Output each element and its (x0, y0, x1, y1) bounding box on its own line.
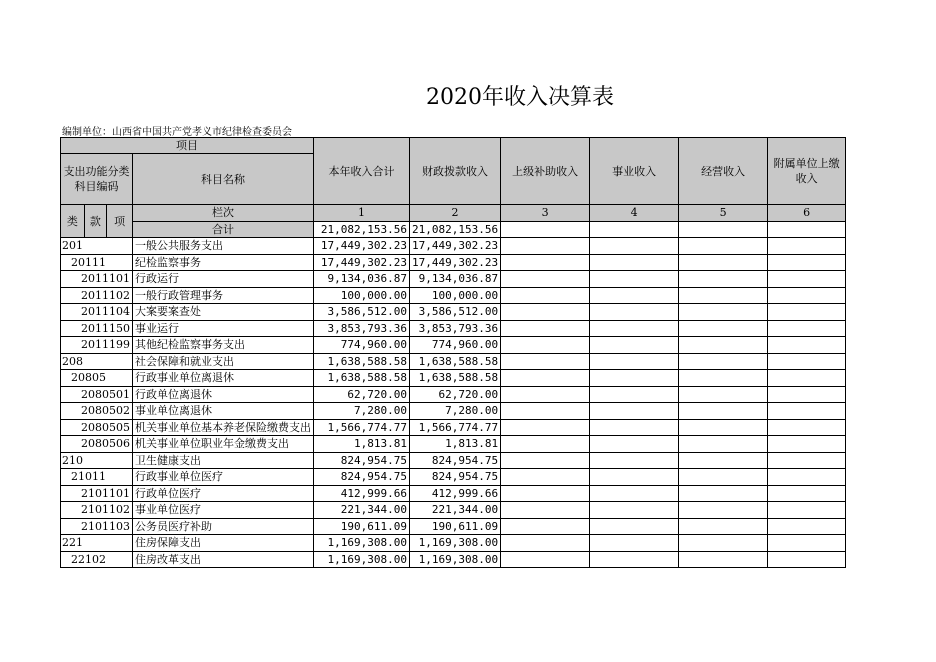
empty-cell (768, 370, 846, 387)
amount-cell: 1,813.81 (314, 436, 410, 453)
empty-cell (501, 436, 590, 453)
empty-cell (768, 452, 846, 469)
empty-cell (590, 403, 679, 420)
empty-cell (590, 518, 679, 535)
empty-cell (679, 502, 768, 519)
total-value: 21,082,153.56 (314, 221, 410, 238)
table-row (61, 370, 846, 387)
subject-code: 2011102 (61, 287, 133, 304)
subject-code: 2080501 (61, 386, 133, 403)
amount-cell: 62,720.00 (314, 386, 410, 403)
subject-code: 2101102 (61, 502, 133, 519)
empty-cell (768, 271, 846, 288)
amount-cell: 221,344.00 (410, 502, 501, 519)
amount-cell: 1,638,588.58 (410, 353, 501, 370)
table-row (61, 353, 846, 370)
empty-cell (679, 370, 768, 387)
empty-cell (768, 535, 846, 552)
subject-name: 卫生健康支出 (133, 452, 314, 469)
empty-cell (501, 535, 590, 552)
subject-name: 一般行政管理事务 (133, 287, 314, 304)
empty-cell (768, 403, 846, 420)
amount-cell: 1,169,308.00 (410, 551, 501, 568)
empty-cell (501, 485, 590, 502)
empty-cell (679, 469, 768, 486)
empty-cell (501, 337, 590, 354)
table-row (61, 320, 846, 337)
table-row (61, 403, 846, 420)
empty-cell (768, 221, 846, 238)
empty-cell (768, 238, 846, 255)
empty-cell (768, 337, 846, 354)
empty-cell (590, 337, 679, 354)
empty-cell (501, 353, 590, 370)
amount-cell: 3,853,793.36 (314, 320, 410, 337)
table-row (61, 386, 846, 403)
amount-cell: 1,169,308.00 (314, 535, 410, 552)
subject-name: 其他纪检监察事务支出 (133, 337, 314, 354)
empty-cell (679, 386, 768, 403)
subject-code: 2011199 (61, 337, 133, 354)
subject-code: 22102 (61, 551, 133, 568)
amount-cell: 190,611.09 (314, 518, 410, 535)
table-row (61, 502, 846, 519)
subject-name: 一般公共服务支出 (133, 238, 314, 255)
subject-name: 大案要案查处 (133, 304, 314, 321)
amount-cell: 824,954.75 (314, 452, 410, 469)
empty-cell (501, 254, 590, 271)
empty-cell (679, 221, 768, 238)
lei-header: 类 (61, 205, 85, 238)
empty-cell (501, 304, 590, 321)
table-row (61, 337, 846, 354)
empty-cell (501, 452, 590, 469)
empty-cell (679, 436, 768, 453)
subject-code: 21011 (61, 469, 133, 486)
subject-code: 2080502 (61, 403, 133, 420)
empty-cell (768, 518, 846, 535)
empty-cell (590, 469, 679, 486)
amount-cell: 9,134,036.87 (314, 271, 410, 288)
amount-cell: 62,720.00 (410, 386, 501, 403)
empty-cell (679, 551, 768, 568)
compiling-unit: 编制单位：山西省中国共产党孝义市纪律检查委员会 (62, 127, 292, 138)
empty-cell (501, 238, 590, 255)
table-row (61, 436, 846, 453)
subject-name: 纪检监察事务 (133, 254, 314, 271)
subject-code: 208 (61, 353, 133, 370)
empty-cell (679, 485, 768, 502)
empty-cell (590, 436, 679, 453)
subject-name: 机关事业单位职业年金缴费支出 (133, 436, 314, 453)
table-row (61, 452, 846, 469)
empty-cell (590, 386, 679, 403)
empty-cell (679, 353, 768, 370)
empty-cell (590, 287, 679, 304)
subject-code: 2080505 (61, 419, 133, 436)
table-row (61, 485, 846, 502)
col-header: 财政拨款收入 (410, 138, 501, 205)
empty-cell (501, 370, 590, 387)
amount-cell: 1,169,308.00 (314, 551, 410, 568)
empty-cell (679, 452, 768, 469)
empty-cell (679, 254, 768, 271)
col-number: 4 (590, 205, 679, 222)
subject-code: 201 (61, 238, 133, 255)
table-row (61, 304, 846, 321)
col-number: 6 (768, 205, 846, 222)
empty-cell (590, 485, 679, 502)
subject-name: 住房保障支出 (133, 535, 314, 552)
subject-name: 社会保障和就业支出 (133, 353, 314, 370)
empty-cell (590, 254, 679, 271)
amount-cell: 17,449,302.23 (314, 238, 410, 255)
empty-cell (590, 353, 679, 370)
amount-cell: 3,586,512.00 (410, 304, 501, 321)
amount-cell: 1,813.81 (410, 436, 501, 453)
table-row (61, 551, 846, 568)
amount-cell: 1,638,588.58 (314, 353, 410, 370)
subject-code: 2011150 (61, 320, 133, 337)
xiang-header: 项 (107, 205, 133, 238)
table-row (61, 254, 846, 271)
empty-cell (768, 551, 846, 568)
subject-name: 住房改革支出 (133, 551, 314, 568)
empty-cell (501, 518, 590, 535)
empty-cell (590, 535, 679, 552)
subject-name: 事业单位医疗 (133, 502, 314, 519)
col-number: 1 (314, 205, 410, 222)
amount-cell: 7,280.00 (314, 403, 410, 420)
subject-name: 机关事业单位基本养老保险缴费支出 (133, 419, 314, 436)
empty-cell (590, 221, 679, 238)
table-row (61, 535, 846, 552)
col-header: 经营收入 (679, 138, 768, 205)
amount-cell: 17,449,302.23 (410, 254, 501, 271)
empty-cell (590, 551, 679, 568)
empty-cell (501, 551, 590, 568)
empty-cell (501, 386, 590, 403)
col-number: 3 (501, 205, 590, 222)
empty-cell (768, 320, 846, 337)
table-row (61, 238, 846, 255)
col-header: 上级补助收入 (501, 138, 590, 205)
code-label-header: 支出功能分类科目编码 (61, 154, 133, 205)
empty-cell (679, 419, 768, 436)
subject-name: 事业单位离退休 (133, 403, 314, 420)
amount-cell: 824,954.75 (314, 469, 410, 486)
empty-cell (501, 469, 590, 486)
amount-cell: 3,853,793.36 (410, 320, 501, 337)
amount-cell: 1,566,774.77 (314, 419, 410, 436)
lanci-label: 栏次 (133, 205, 314, 222)
empty-cell (679, 337, 768, 354)
empty-cell (590, 320, 679, 337)
empty-cell (768, 254, 846, 271)
table-row (61, 518, 846, 535)
subject-name: 行政事业单位离退休 (133, 370, 314, 387)
total-value: 21,082,153.56 (410, 221, 501, 238)
empty-cell (768, 502, 846, 519)
col-header: 事业收入 (590, 138, 679, 205)
empty-cell (679, 403, 768, 420)
empty-cell (679, 238, 768, 255)
subject-name: 事业运行 (133, 320, 314, 337)
empty-cell (679, 304, 768, 321)
subject-code: 2080506 (61, 436, 133, 453)
subject-name: 公务员医疗补助 (133, 518, 314, 535)
empty-cell (768, 287, 846, 304)
subject-name: 行政事业单位医疗 (133, 469, 314, 486)
empty-cell (590, 304, 679, 321)
empty-cell (768, 304, 846, 321)
empty-cell (501, 271, 590, 288)
amount-cell: 1,169,308.00 (410, 535, 501, 552)
amount-cell: 824,954.75 (410, 452, 501, 469)
amount-cell: 9,134,036.87 (410, 271, 501, 288)
amount-cell: 774,960.00 (410, 337, 501, 354)
amount-cell: 7,280.00 (410, 403, 501, 420)
empty-cell (501, 502, 590, 519)
empty-cell (679, 518, 768, 535)
table-row (61, 419, 846, 436)
subject-code: 20111 (61, 254, 133, 271)
empty-cell (501, 320, 590, 337)
amount-cell: 100,000.00 (410, 287, 501, 304)
empty-cell (768, 353, 846, 370)
empty-cell (768, 469, 846, 486)
total-label: 合计 (133, 221, 314, 238)
amount-cell: 190,611.09 (410, 518, 501, 535)
empty-cell (768, 485, 846, 502)
empty-cell (590, 370, 679, 387)
empty-cell (501, 403, 590, 420)
amount-cell: 17,449,302.23 (314, 254, 410, 271)
kuan-header: 款 (84, 205, 107, 238)
subject-name: 行政单位离退休 (133, 386, 314, 403)
empty-cell (768, 386, 846, 403)
amount-cell: 412,999.66 (410, 485, 501, 502)
empty-cell (679, 287, 768, 304)
empty-cell (768, 419, 846, 436)
empty-cell (679, 271, 768, 288)
subject-code: 2101103 (61, 518, 133, 535)
empty-cell (590, 238, 679, 255)
col-number: 5 (679, 205, 768, 222)
empty-cell (679, 320, 768, 337)
subject-code: 2011104 (61, 304, 133, 321)
subject-code: 2101101 (61, 485, 133, 502)
empty-cell (679, 535, 768, 552)
subject-name: 行政单位医疗 (133, 485, 314, 502)
amount-cell: 824,954.75 (410, 469, 501, 486)
col-number: 2 (410, 205, 501, 222)
subject-name: 行政运行 (133, 271, 314, 288)
subject-code: 210 (61, 452, 133, 469)
subject-code: 2011101 (61, 271, 133, 288)
income-table (60, 137, 846, 568)
amount-cell: 221,344.00 (314, 502, 410, 519)
amount-cell: 412,999.66 (314, 485, 410, 502)
empty-cell (501, 287, 590, 304)
col-header: 本年收入合计 (314, 138, 410, 205)
empty-cell (768, 436, 846, 453)
table-row (61, 287, 846, 304)
table-row (61, 271, 846, 288)
amount-cell: 1,566,774.77 (410, 419, 501, 436)
amount-cell: 17,449,302.23 (410, 238, 501, 255)
empty-cell (590, 419, 679, 436)
project-header: 项目 (61, 138, 314, 154)
empty-cell (590, 271, 679, 288)
amount-cell: 774,960.00 (314, 337, 410, 354)
col-header: 附属单位上缴收入 (768, 138, 846, 205)
empty-cell (501, 419, 590, 436)
amount-cell: 1,638,588.58 (314, 370, 410, 387)
empty-cell (590, 452, 679, 469)
amount-cell: 3,586,512.00 (314, 304, 410, 321)
table-row (61, 469, 846, 486)
page-title: 2020年收入决算表 (426, 85, 614, 110)
subject-code: 20805 (61, 370, 133, 387)
empty-cell (501, 221, 590, 238)
empty-cell (590, 502, 679, 519)
name-label-header: 科目名称 (133, 154, 314, 205)
amount-cell: 100,000.00 (314, 287, 410, 304)
amount-cell: 1,638,588.58 (410, 370, 501, 387)
subject-code: 221 (61, 535, 133, 552)
